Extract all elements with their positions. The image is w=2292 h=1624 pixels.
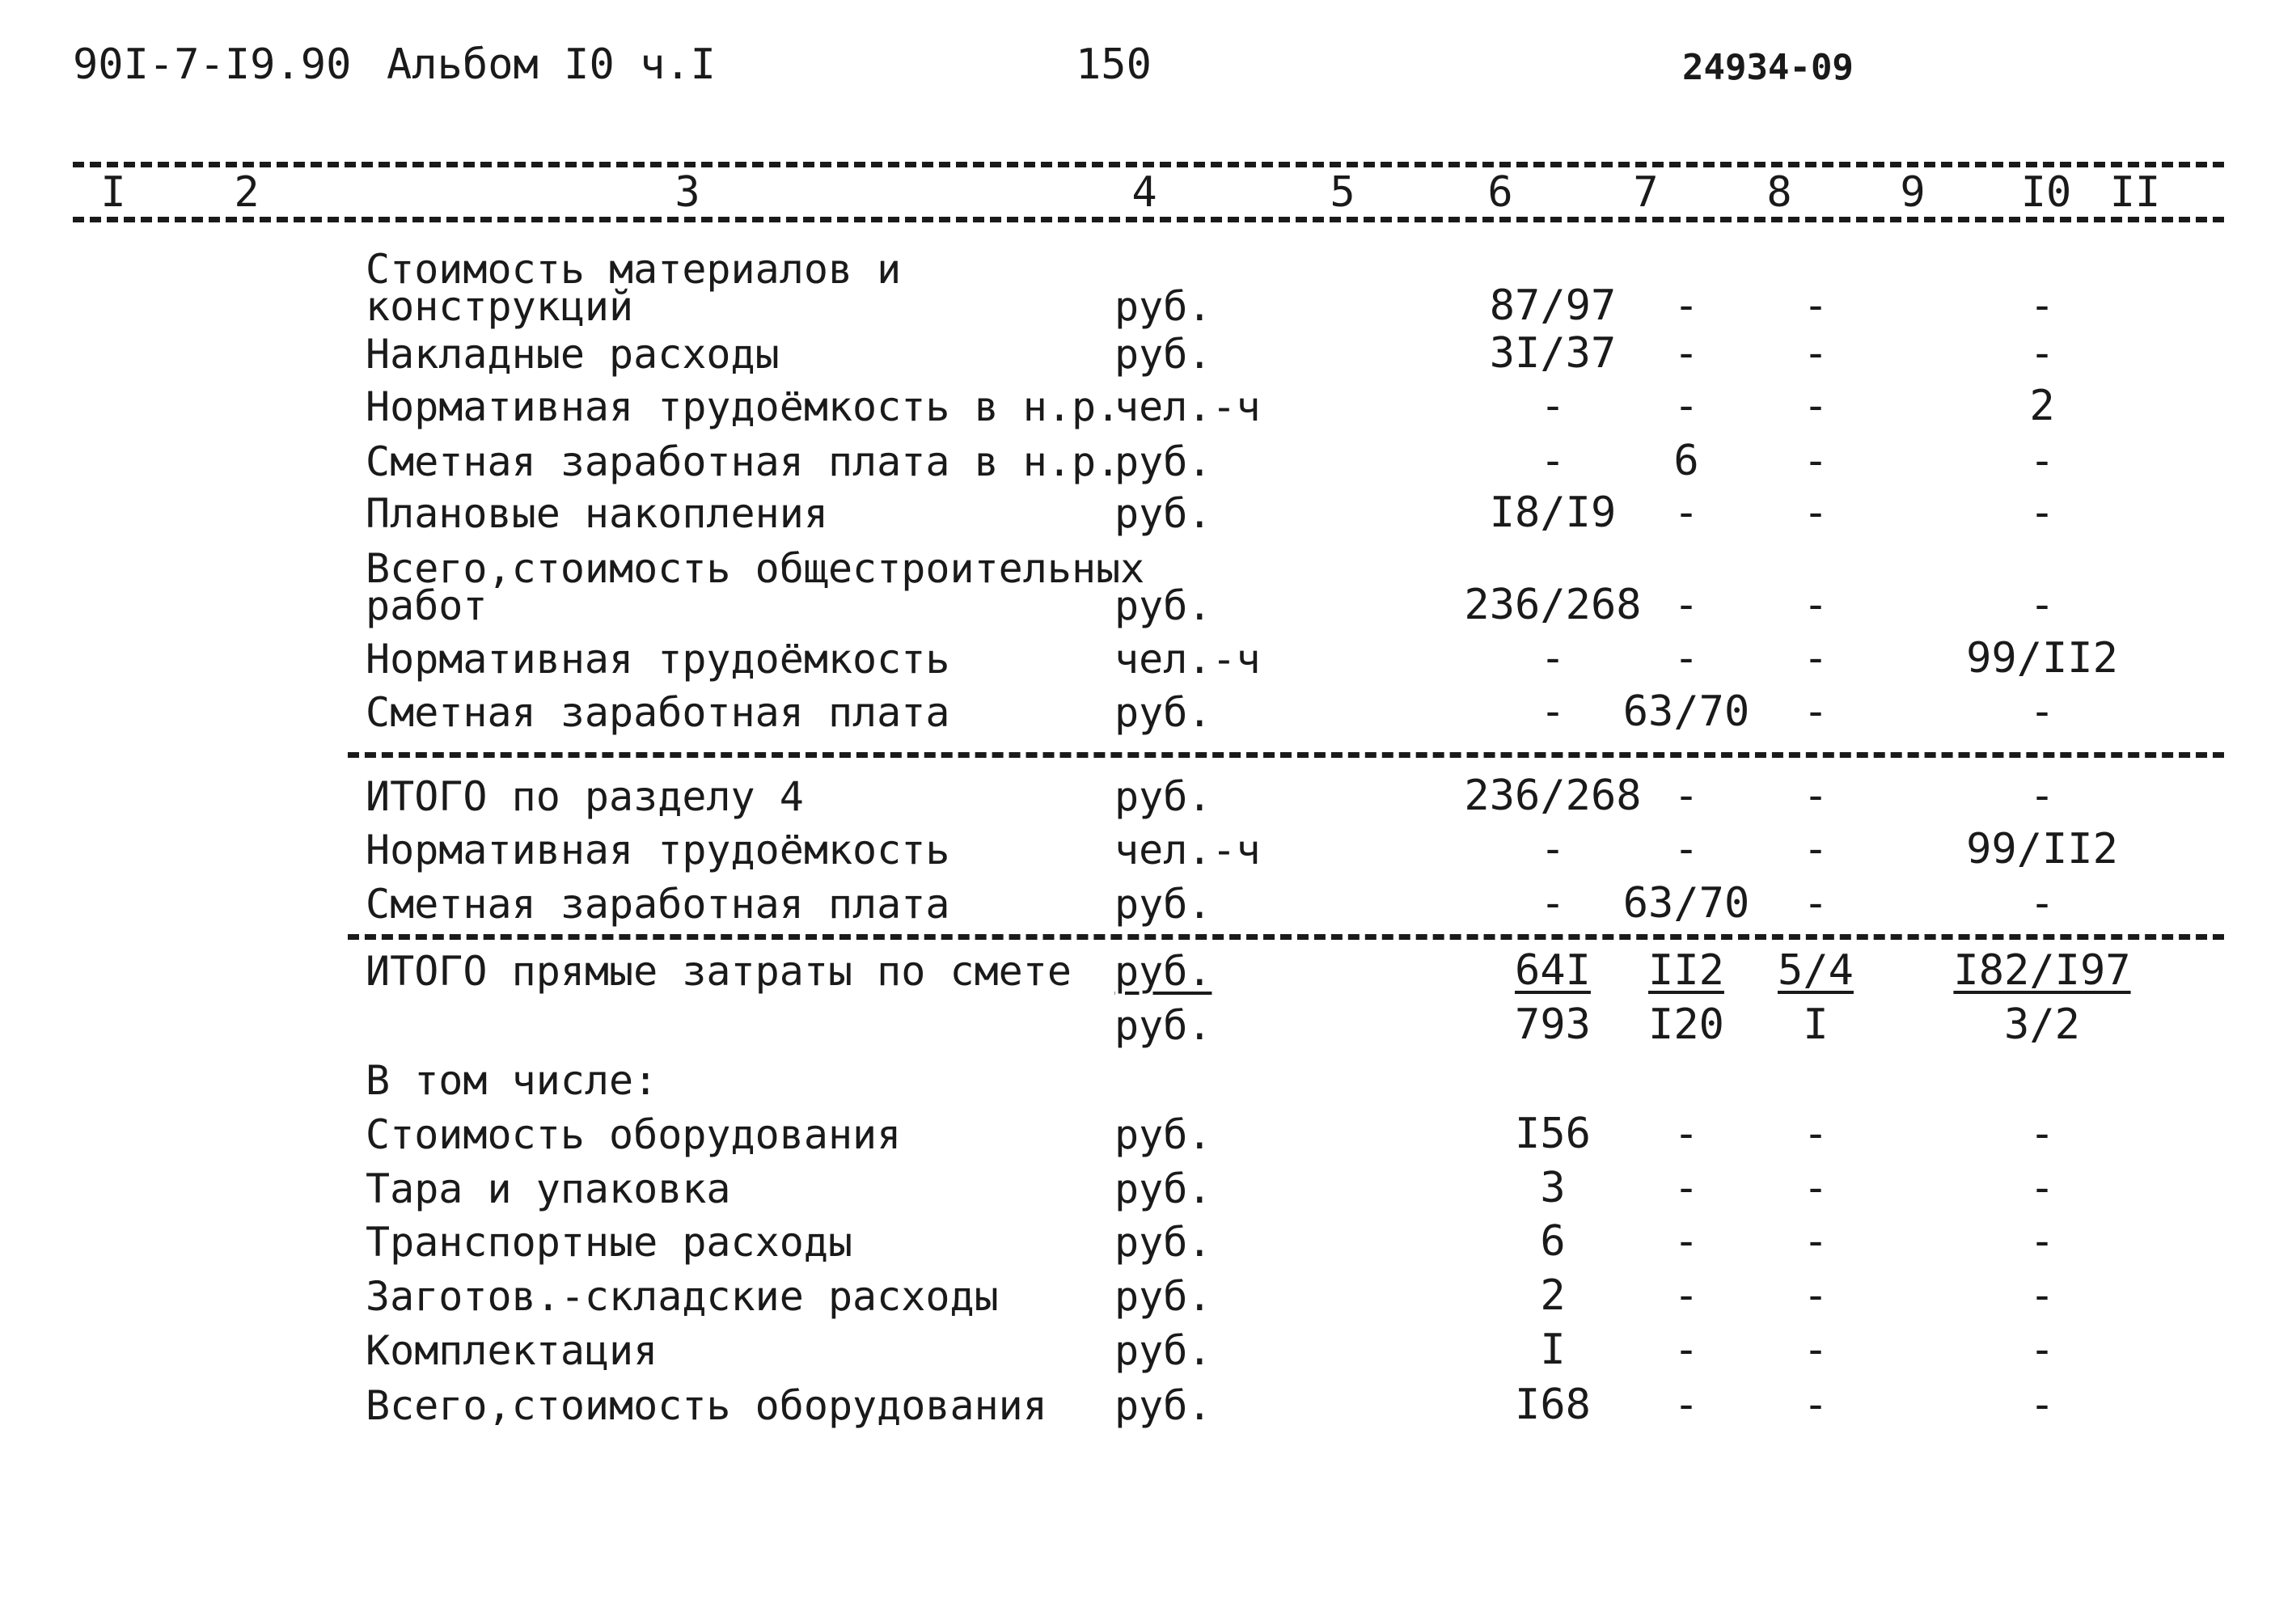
row-label: ИТОГО прямые затраты по смете xyxy=(366,948,1072,995)
cell-col-8: - xyxy=(1673,1164,1699,1212)
cell-col-9: 5/4 xyxy=(1778,946,1854,995)
cell-col-7: 87/97 xyxy=(1489,281,1617,330)
cell-col-11: 99/II2 xyxy=(1966,825,2118,873)
cell-col-8: II2 xyxy=(1648,946,1724,995)
row-label: Стоимость материалов и конструкций xyxy=(366,246,902,330)
row-label: Накладные расходы xyxy=(366,331,780,378)
column-number: I0 xyxy=(2020,168,2072,217)
cell-col-9: - xyxy=(1803,281,1829,330)
row-unit: руб. xyxy=(1114,490,1212,537)
cell-col-9: - xyxy=(1803,1164,1829,1212)
row-label: Всего,стоимость общестроительных работ xyxy=(366,545,1145,629)
cell-col-8: - xyxy=(1673,1217,1699,1266)
row-label: В том числе: xyxy=(366,1057,658,1104)
album-label: Альбом I0 ч.I xyxy=(387,40,716,89)
cell-col-11: 99/II2 xyxy=(1966,634,2118,683)
cell-col-9: - xyxy=(1803,687,1829,736)
row-unit: руб. xyxy=(1114,331,1212,378)
cell-col-11: 2 xyxy=(2029,382,2055,430)
column-number: 2 xyxy=(234,168,260,217)
row-unit: руб. xyxy=(1114,773,1212,820)
cell-col-9: - xyxy=(1803,1271,1829,1320)
cell-col-7: 236/268 xyxy=(1464,772,1642,820)
row-label: Комплектация xyxy=(366,1327,658,1374)
row-unit: руб. xyxy=(1114,582,1212,629)
row-label: Сметная заработная плата в н.р. xyxy=(366,438,1121,485)
document-number: 24934-09 xyxy=(1682,47,1854,88)
cell-col-7: 64I xyxy=(1515,946,1591,995)
cell-col-11: 3/2 xyxy=(2004,1000,2080,1049)
cell-col-7: - xyxy=(1540,382,1566,430)
table-header-rule xyxy=(73,217,2224,222)
cell-col-8: - xyxy=(1673,1381,1699,1429)
cell-col-11: - xyxy=(2029,581,2055,629)
row-label: Заготов.-складские расходы xyxy=(366,1273,999,1320)
cell-col-9: - xyxy=(1803,581,1829,629)
row-unit: руб. xyxy=(1114,948,1212,995)
cell-col-9: - xyxy=(1803,1326,1829,1374)
cell-col-7: 6 xyxy=(1540,1217,1566,1266)
row-unit: руб. xyxy=(1114,1273,1212,1320)
section-divider-2 xyxy=(348,934,2224,940)
cell-col-8: - xyxy=(1673,1271,1699,1320)
column-number: 8 xyxy=(1766,168,1792,217)
cell-col-11: - xyxy=(2029,1164,2055,1212)
cell-col-9: - xyxy=(1803,488,1829,537)
cell-col-7: - xyxy=(1540,634,1566,683)
row-unit: руб. xyxy=(1114,1002,1212,1049)
cell-col-8: - xyxy=(1673,634,1699,683)
cell-col-7: - xyxy=(1540,825,1566,873)
cell-col-11: - xyxy=(2029,281,2055,330)
cell-col-11: - xyxy=(2029,1217,2055,1266)
cell-col-9: - xyxy=(1803,437,1829,485)
cell-col-8: - xyxy=(1673,772,1699,820)
row-label: Сметная заработная плата xyxy=(366,689,950,736)
row-label: Стоимость оборудования xyxy=(366,1111,902,1158)
row-label: Транспортные расходы xyxy=(366,1219,853,1266)
row-label: Нормативная трудоёмкость в н.р. xyxy=(366,383,1121,430)
cell-col-11: - xyxy=(2029,879,2055,928)
cell-col-7: I68 xyxy=(1515,1381,1591,1429)
cell-col-7: I8/I9 xyxy=(1489,488,1617,537)
row-unit: руб. xyxy=(1114,1111,1212,1158)
row-label: Всего,стоимость оборудования xyxy=(366,1382,1047,1429)
cell-col-8: I20 xyxy=(1648,1000,1724,1049)
cell-col-8: - xyxy=(1673,281,1699,330)
cell-col-9: - xyxy=(1803,1110,1829,1158)
cell-col-8: - xyxy=(1673,581,1699,629)
page-number: 150 xyxy=(1076,40,1152,89)
row-unit: руб. xyxy=(1114,283,1212,330)
cell-col-7: 3I/37 xyxy=(1489,329,1617,378)
cell-col-11: - xyxy=(2029,1381,2055,1429)
row-label: ИТОГО по разделу 4 xyxy=(366,773,804,820)
row-unit: руб. xyxy=(1114,438,1212,485)
column-number: 6 xyxy=(1487,168,1513,217)
cell-col-7: I56 xyxy=(1515,1110,1591,1158)
cell-col-9: - xyxy=(1803,879,1829,928)
cell-col-7: 236/268 xyxy=(1464,581,1642,629)
cell-col-7: 2 xyxy=(1540,1271,1566,1320)
row-unit: руб. xyxy=(1114,881,1212,928)
row-label: Нормативная трудоёмкость xyxy=(366,827,950,873)
cell-col-7: - xyxy=(1540,687,1566,736)
row-unit: руб. xyxy=(1114,1382,1212,1429)
column-number: 9 xyxy=(1900,168,1926,217)
cell-col-11: - xyxy=(2029,329,2055,378)
row-unit: чел.-ч xyxy=(1114,383,1261,430)
cell-col-7: - xyxy=(1540,879,1566,928)
cell-col-7: I xyxy=(1540,1326,1566,1374)
cell-col-7: 793 xyxy=(1515,1000,1591,1049)
cell-col-8: 63/70 xyxy=(1622,879,1750,928)
column-number: II xyxy=(2109,168,2161,217)
row-label: Сметная заработная плата xyxy=(366,881,950,928)
column-number: 3 xyxy=(674,168,700,217)
cell-col-9: I xyxy=(1803,1000,1829,1049)
cell-col-8: 63/70 xyxy=(1622,687,1750,736)
cell-col-9: - xyxy=(1803,772,1829,820)
table-top-rule xyxy=(73,162,2224,167)
cell-col-9: - xyxy=(1803,634,1829,683)
row-unit: руб. xyxy=(1114,1165,1212,1212)
row-unit: чел.-ч xyxy=(1114,636,1261,683)
row-unit: руб. xyxy=(1114,1219,1212,1266)
cell-col-11: - xyxy=(2029,1271,2055,1320)
cell-col-11: - xyxy=(2029,687,2055,736)
column-number: I xyxy=(100,168,126,217)
column-number: 7 xyxy=(1633,168,1659,217)
cell-col-8: - xyxy=(1673,488,1699,537)
section-divider-1 xyxy=(348,752,2224,758)
row-unit: руб. xyxy=(1114,1327,1212,1374)
cell-col-11: I82/I97 xyxy=(1953,946,2131,995)
cell-col-11: - xyxy=(2029,437,2055,485)
row-unit: руб. xyxy=(1114,689,1212,736)
cell-col-8: - xyxy=(1673,382,1699,430)
row-unit: чел.-ч xyxy=(1114,827,1261,873)
cell-col-8: - xyxy=(1673,825,1699,873)
cell-col-11: - xyxy=(2029,1110,2055,1158)
column-number: 4 xyxy=(1131,168,1157,217)
cell-col-11: - xyxy=(2029,1326,2055,1374)
column-number: 5 xyxy=(1330,168,1355,217)
cell-col-11: - xyxy=(2029,772,2055,820)
document-code: 90I-7-I9.90 xyxy=(73,40,352,89)
cell-col-8: - xyxy=(1673,329,1699,378)
row-label: Нормативная трудоёмкость xyxy=(366,636,950,683)
cell-col-9: - xyxy=(1803,1217,1829,1266)
cell-col-9: - xyxy=(1803,329,1829,378)
cell-col-9: - xyxy=(1803,1381,1829,1429)
cell-col-8: - xyxy=(1673,1326,1699,1374)
cell-col-7: 3 xyxy=(1540,1164,1566,1212)
cell-col-7: - xyxy=(1540,437,1566,485)
cell-col-8: 6 xyxy=(1673,437,1699,485)
cell-col-11: - xyxy=(2029,488,2055,537)
row-label: Плановые накопления xyxy=(366,490,828,537)
cell-col-9: - xyxy=(1803,825,1829,873)
cell-col-8: - xyxy=(1673,1110,1699,1158)
row-label: Тара и упаковка xyxy=(366,1165,731,1212)
cell-col-9: - xyxy=(1803,382,1829,430)
